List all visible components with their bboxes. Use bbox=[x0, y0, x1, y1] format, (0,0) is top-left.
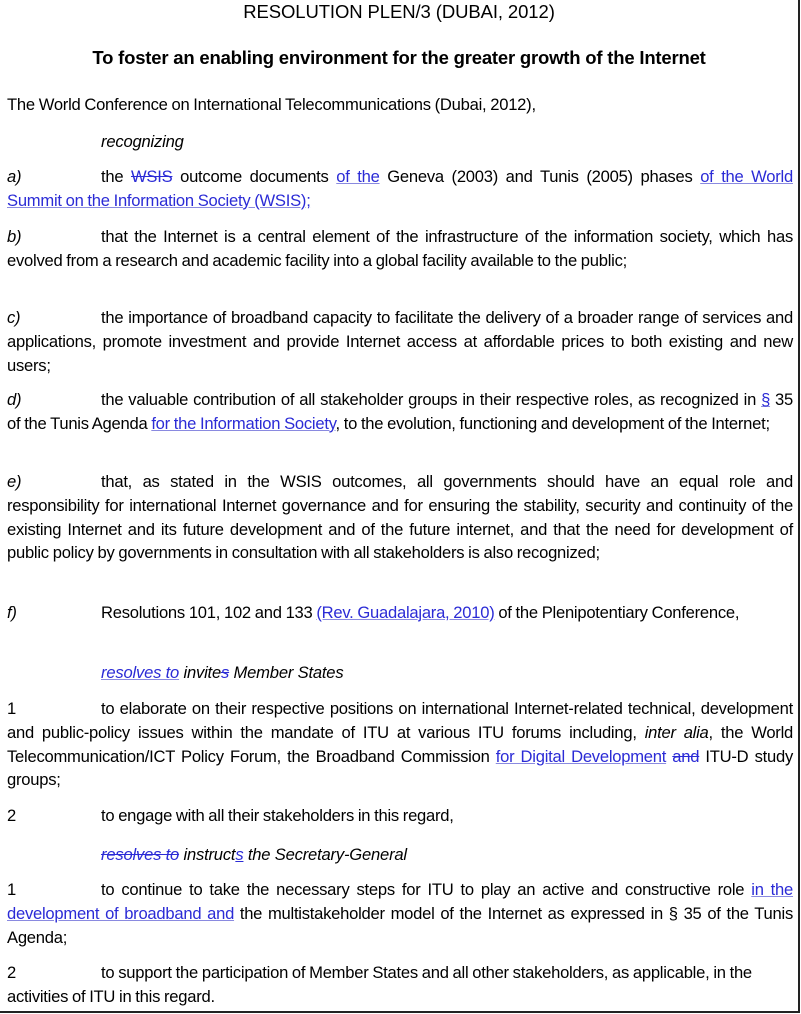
text-run: instruct bbox=[179, 845, 236, 864]
resolves-heading-secretary-general bbox=[101, 845, 407, 865]
text-run: to continue to take the necessary steps for ITU to play an active and constructive role bbox=[101, 880, 752, 899]
text-run: Geneva (2003) and Tunis (2005) phases bbox=[379, 167, 701, 186]
item-label: b) bbox=[7, 227, 22, 246]
recognizing-item-e bbox=[7, 470, 793, 565]
item-label: e) bbox=[7, 472, 22, 491]
text-run: to support the participation of Member States and all other stakeholders, as applicable, in the activities of ITU in this regard. bbox=[7, 963, 752, 1006]
item-label: c) bbox=[7, 308, 21, 327]
deleted-text: resolves to bbox=[101, 845, 180, 864]
inserted-text: resolves to bbox=[101, 663, 180, 682]
inserted-text: for the Information Society bbox=[151, 413, 336, 433]
text-run: the valuable contribution of all stakeholder groups in their respective roles, as recognized in bbox=[101, 390, 762, 409]
recognizing-heading: recognizing bbox=[101, 132, 184, 151]
recognizing-item-b bbox=[7, 225, 793, 273]
recognizing-item-a bbox=[7, 165, 793, 213]
member-states-item-1 bbox=[7, 697, 793, 792]
text-run: to engage with all their stakeholders in this regard, bbox=[101, 806, 454, 825]
resolution-title: RESOLUTION PLEN/3 (DUBAI, 2012) bbox=[243, 1, 555, 22]
recognizing-item-c bbox=[7, 306, 793, 377]
item-number: 2 bbox=[7, 963, 16, 982]
recognizing-item-f bbox=[7, 601, 793, 625]
text-run: the Secretary-General bbox=[243, 845, 407, 864]
text-run: Member States bbox=[229, 663, 344, 682]
text-run: the importance of broadband capacity to facilitate the delivery of a broader range of services and applications, promote investment and provide Internet access at affordable prices to both existing and new users; bbox=[7, 308, 793, 375]
recognizing-item-d bbox=[7, 388, 793, 436]
text-run: that the Internet is a central element of the infrastructure of the information society, which has evolved from a research and academic facility into a global facility available to the public; bbox=[7, 227, 793, 270]
text-run: , the World Telecommunication/ICT Policy Forum, the Broadband Commission bbox=[7, 722, 793, 766]
italic-text: inter alia bbox=[644, 722, 709, 742]
inserted-text: s bbox=[235, 845, 244, 864]
deleted-text: WSIS bbox=[131, 167, 173, 186]
item-label: f) bbox=[7, 603, 17, 622]
member-states-item-2 bbox=[7, 804, 793, 828]
inserted-text: § bbox=[761, 390, 771, 409]
inserted-text: (Rev. Guadalajara, 2010) bbox=[316, 603, 495, 622]
text-run: Resolutions 101, 102 and 133 bbox=[101, 603, 317, 622]
text-run: the multistakeholder model of the Internet as expressed in § 35 of the Tunis Agenda; bbox=[7, 903, 793, 947]
text-run: ITU-D study groups; bbox=[7, 746, 793, 790]
preamble: The World Conference on International Telecommunications (Dubai, 2012), bbox=[7, 95, 536, 114]
deleted-text: and bbox=[672, 746, 700, 766]
inserted-text: in the development of broadband and bbox=[7, 880, 794, 923]
item-number: 1 bbox=[7, 699, 16, 718]
text-run: the bbox=[101, 167, 131, 186]
text-run: outcome documents bbox=[172, 167, 337, 186]
deleted-text: s bbox=[221, 663, 230, 682]
text-run: to elaborate on their respective positions on international Internet-related technical, development and public-policy issues within the mandate of ITU at various ITU forums including, bbox=[7, 699, 793, 742]
item-label: d) bbox=[7, 390, 22, 409]
text-run: of the Plenipotentiary Conference, bbox=[494, 603, 740, 622]
item-label: a) bbox=[7, 167, 22, 186]
text-run: 35 of the Tunis Agenda bbox=[7, 390, 793, 433]
resolves-heading-member-states bbox=[101, 663, 343, 683]
inserted-text: for Digital Development bbox=[495, 746, 667, 766]
text-run: , to the evolution, functioning and development of the Internet; bbox=[335, 413, 770, 433]
resolution-subtitle: To foster an enabling environment for the greater growth of the Internet bbox=[92, 47, 706, 68]
text-run: invite bbox=[179, 663, 221, 682]
item-number: 2 bbox=[7, 806, 16, 825]
secretary-general-item-1 bbox=[7, 878, 793, 949]
item-number: 1 bbox=[7, 880, 16, 899]
inserted-text: of the World Summit on the Information Society (WSIS); bbox=[7, 167, 793, 210]
text-run: that, as stated in the WSIS outcomes, all governments should have an equal role and responsibility for international Internet governance and for ensuring the stability, security and continuity of the existing Internet and its future development and of the future internet, and that the need for development of public policy by governments in consultation with all stakeholders is also recognized; bbox=[7, 472, 793, 563]
inserted-text: of the bbox=[336, 167, 380, 186]
secretary-general-item-2 bbox=[7, 961, 793, 1009]
